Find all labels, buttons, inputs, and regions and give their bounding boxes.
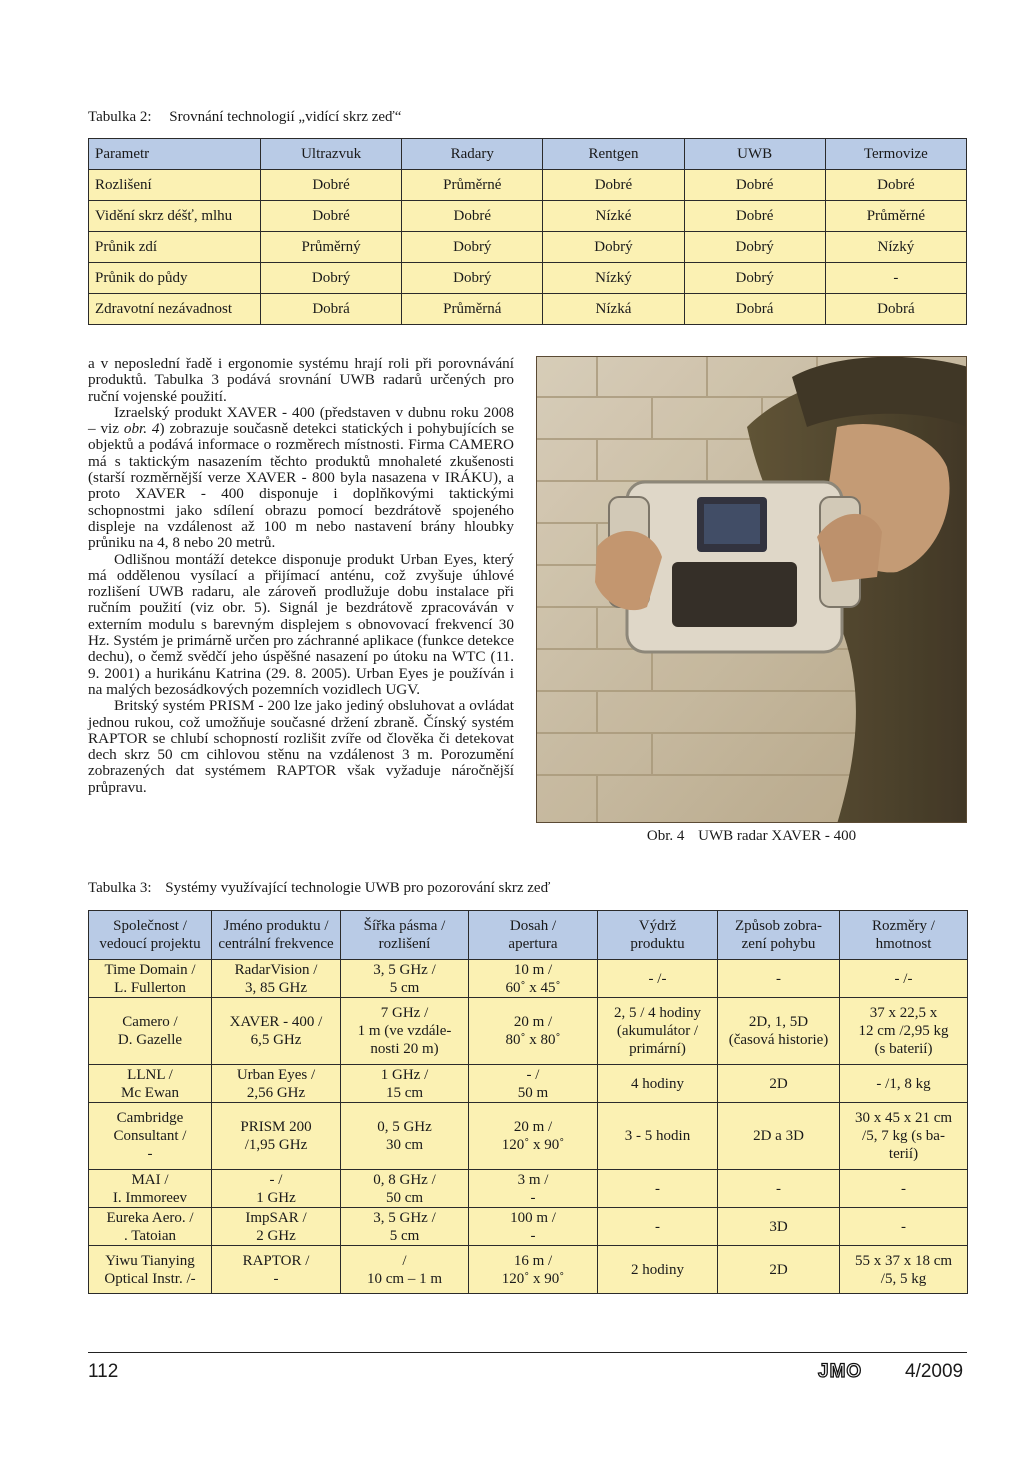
table3-row	[89, 1170, 968, 1208]
table2-cell: Nízký	[825, 232, 966, 263]
issue-number: 4/2009	[905, 1361, 964, 1382]
table3-cell: 100 m / -	[469, 1208, 598, 1246]
table2-cell: Dobré	[261, 201, 402, 232]
table3-cell: -	[598, 1208, 718, 1246]
table2-cell: Průměrné	[825, 201, 966, 232]
table2-cell: Dobré	[402, 201, 543, 232]
figure-reference: obr. 4	[123, 420, 160, 438]
table2-header: Parametr	[89, 139, 261, 170]
paragraph: a v neposlední řadě i ergonomie systému hrají roli při porovnávání produktů. Tabulka 3 podává srovnání UWB radarů určených pro ruční vojenské použití.	[88, 355, 514, 405]
table2-row	[89, 170, 967, 201]
table2-cell: Dobrý	[543, 232, 684, 263]
table3-company-cell: Cambridge Consultant / -	[89, 1103, 212, 1170]
table3-cell: - /-	[598, 960, 718, 998]
table3-company-cell: Time Domain / L. Fullerton	[89, 960, 212, 998]
table3-cell: 1 GHz / 15 cm	[341, 1065, 469, 1103]
table2-row	[89, 263, 967, 294]
table2-cell: Dobré	[261, 170, 402, 201]
table2-cell: Dobrá	[261, 294, 402, 325]
table3-cell: -	[718, 1170, 840, 1208]
table3-cell: 2 hodiny	[598, 1246, 718, 1294]
table2-cell: Dobrý	[684, 263, 825, 294]
table3-cell: Urban Eyes / 2,56 GHz	[212, 1065, 341, 1103]
table3	[88, 910, 968, 1294]
table2-cell: Dobrý	[684, 232, 825, 263]
table3-company-cell: MAI / I. Immoreev	[89, 1170, 212, 1208]
table3-company-cell: Camero / D. Gazelle	[89, 998, 212, 1065]
table2-cell: Dobré	[543, 170, 684, 201]
table3-cell: -	[598, 1170, 718, 1208]
table2-cell: Dobré	[684, 201, 825, 232]
table2-row-label: Průnik do půdy	[89, 263, 261, 294]
table3-cell: RadarVision / 3, 85 GHz	[212, 960, 341, 998]
table2-cell: Průměrná	[402, 294, 543, 325]
table2-row	[89, 232, 967, 263]
soldier-with-radar-image	[537, 357, 967, 823]
page-number: 112	[88, 1361, 119, 1382]
table3-label: Tabulka 3:	[88, 880, 152, 896]
paragraph: Britský systém PRISM - 200 lze jako jediný obsluhovat a ovládat jednou rukou, což umožňuje současné držení zbraně. Čínský systém RAPTOR se chlubí schopností rozlišit zvíře od člověka či detekovat dech skrz 50 cm cihlovou stěnu na vzdálenost 3 m. Porozumění zobrazených dat systémem RAPTOR však vyžaduje náročnější průpravu.	[88, 697, 514, 796]
table3-row	[89, 1103, 968, 1170]
table2-header: Termovize	[825, 139, 966, 170]
table2-caption	[88, 108, 401, 126]
table2-cell: Průměrný	[261, 232, 402, 263]
table3-cell: 3 m / -	[469, 1170, 598, 1208]
paragraph-text: ) zobrazuje současně detekci statických i pohybujících se objektů a podává informace o rozměrech místnosti. Firma CAMERO má s taktickým nasazením těchto produktů mnohaleté zkušenosti (starší rozměrnější verze XAVER - 800 byla nasazena v IRÁKU), a proto XAVER - 400 disponuje i doplňkovými taktickými schopnostmi jako sdílení obrazu pomocí bezdrátově spojeného displeje na vzdálenost až 100 m nebo nastavení brány hloubky průniku na 4, 8 nebo 20 metrů.	[88, 420, 514, 552]
table3-cell: 2D	[718, 1246, 840, 1294]
table3-cell: -	[840, 1170, 968, 1208]
figure-photo	[536, 356, 967, 823]
table3-cell: 2, 5 / 4 hodiny (akumulátor / primární)	[598, 998, 718, 1065]
figure-caption	[536, 827, 967, 845]
table2-row-label: Vidění skrz déšť, mlhu	[89, 201, 261, 232]
table3-header: Šířka pásma / rozlišení	[341, 911, 469, 960]
table2-cell: Nízká	[543, 294, 684, 325]
table2-row-label: Zdravotní nezávadnost	[89, 294, 261, 325]
table3-cell: 16 m / 120˚ x 90˚	[469, 1246, 598, 1294]
table3-header-row	[89, 911, 968, 960]
table2-cell: Dobré	[684, 170, 825, 201]
table2-cell: Dobré	[825, 170, 966, 201]
table2-header: Ultrazvuk	[261, 139, 402, 170]
table3-cell: 20 m / 80˚ x 80˚	[469, 998, 598, 1065]
table3-cell: 20 m / 120˚ x 90˚	[469, 1103, 598, 1170]
paragraph	[88, 405, 514, 552]
table2-row	[89, 294, 967, 325]
table2	[88, 138, 967, 325]
table3-cell: 55 x 37 x 18 cm /5, 5 kg	[840, 1246, 968, 1294]
table3-row	[89, 1246, 968, 1294]
table3-cell: 7 GHz / 1 m (ve vzdále- nosti 20 m)	[341, 998, 469, 1065]
table2-cell: Dobrý	[261, 263, 402, 294]
table3-row	[89, 1208, 968, 1246]
table2-title: Srovnání technologií „vidící skrz zeď“	[169, 109, 402, 125]
table3-cell: - /1, 8 kg	[840, 1065, 968, 1103]
table3-row	[89, 1065, 968, 1103]
table2-header: Radary	[402, 139, 543, 170]
table2-label: Tabulka 2:	[88, 109, 152, 125]
table3-header: Jméno produktu / centrální frekvence	[212, 911, 341, 960]
table2-cell: Dobrý	[402, 232, 543, 263]
table2-row-label: Rozlišení	[89, 170, 261, 201]
table3-cell: -	[718, 960, 840, 998]
table3-cell: 4 hodiny	[598, 1065, 718, 1103]
table2-header: UWB	[684, 139, 825, 170]
table2-header: Rentgen	[543, 139, 684, 170]
table3-row	[89, 998, 968, 1065]
table3-cell: XAVER - 400 / 6,5 GHz	[212, 998, 341, 1065]
table3-cell: RAPTOR / -	[212, 1246, 341, 1294]
table2-cell: Průměrné	[402, 170, 543, 201]
table3-cell: 3, 5 GHz / 5 cm	[341, 960, 469, 998]
table3-cell: - /-	[840, 960, 968, 998]
table3-header: Rozměry / hmotnost	[840, 911, 968, 960]
table3-header: Společnost / vedoucí projektu	[89, 911, 212, 960]
table3-cell: PRISM 200 /1,95 GHz	[212, 1103, 341, 1170]
table2-cell: Dobrá	[684, 294, 825, 325]
table2-header-row	[89, 139, 967, 170]
footer-rule	[88, 1352, 967, 1353]
table3-cell: / 10 cm – 1 m	[341, 1246, 469, 1294]
article-body	[88, 356, 514, 796]
table3-cell: -	[840, 1208, 968, 1246]
table3-cell: 2D, 1, 5D (časová historie)	[718, 998, 840, 1065]
table3-header: Dosah / apertura	[469, 911, 598, 960]
table3-row	[89, 960, 968, 998]
table3-cell: - / 1 GHz	[212, 1170, 341, 1208]
table3-cell: 30 x 45 x 21 cm /5, 7 kg (s ba- terií)	[840, 1103, 968, 1170]
figure-caption-text: UWB radar XAVER - 400	[698, 828, 857, 844]
table3-cell: 0, 5 GHz 30 cm	[341, 1103, 469, 1170]
table3-cell: 2D a 3D	[718, 1103, 840, 1170]
table3-title: Systémy využívající technologie UWB pro pozorování skrz zeď	[165, 880, 551, 896]
table2-cell: Dobrá	[825, 294, 966, 325]
paragraph: Odlišnou montáží detekce disponuje produkt Urban Eyes, který má oddělenou vysílací a přijímací anténu, což zvyšuje úhlové rozlišení UWB radaru, ale zároveň prodlužuje dobu instalace při ručním použití (viz obr. 5). Signál je bezdrátově zpracováván v externím modulu s barevným displejem s obnovovací frekvencí 30 Hz. Systém je primárně určen pro záchranné aplikace (funkce detekce dechu), o čemž svědčí jeho úspěšné nasazení po útoku na WTC (11. 9. 2001) a hurikánu Katrina (29. 8. 2005). Urban Eyes je používán i na malých bezosádkových pozemních vozidlech UGV.	[88, 550, 514, 698]
table2-row	[89, 201, 967, 232]
table3-cell: ImpSAR / 2 GHz	[212, 1208, 341, 1246]
table3-cell: 3D	[718, 1208, 840, 1246]
table3-header: Způsob zobra- zení pohybu	[718, 911, 840, 960]
table3-cell: 3 - 5 hodin	[598, 1103, 718, 1170]
table2-cell: -	[825, 263, 966, 294]
table3-cell: 37 x 22,5 x 12 cm /2,95 kg (s baterií)	[840, 998, 968, 1065]
table3-cell: 2D	[718, 1065, 840, 1103]
table2-cell: Dobrý	[402, 263, 543, 294]
figure-label: Obr. 4	[646, 828, 685, 844]
table3-header: Výdrž produktu	[598, 911, 718, 960]
journal-logo: JMO	[818, 1361, 863, 1382]
table2-cell: Nízké	[543, 201, 684, 232]
paragraph-text: Izraelský produkt XAVER - 400 (představen v dubnu roku 2008 – viz	[88, 403, 514, 438]
table3-cell: - / 50 m	[469, 1065, 598, 1103]
table2-cell: Nízký	[543, 263, 684, 294]
table3-cell: 3, 5 GHz / 5 cm	[341, 1208, 469, 1246]
table2-row-label: Průnik zdí	[89, 232, 261, 263]
table3-cell: 10 m / 60˚ x 45˚	[469, 960, 598, 998]
table3-company-cell: Eureka Aero. / . Tatoian	[89, 1208, 212, 1246]
table3-cell: 0, 8 GHz / 50 cm	[341, 1170, 469, 1208]
table3-company-cell: LLNL / Mc Ewan	[89, 1065, 212, 1103]
table3-caption	[88, 879, 550, 897]
table3-company-cell: Yiwu Tianying Optical Instr. /-	[89, 1246, 212, 1294]
